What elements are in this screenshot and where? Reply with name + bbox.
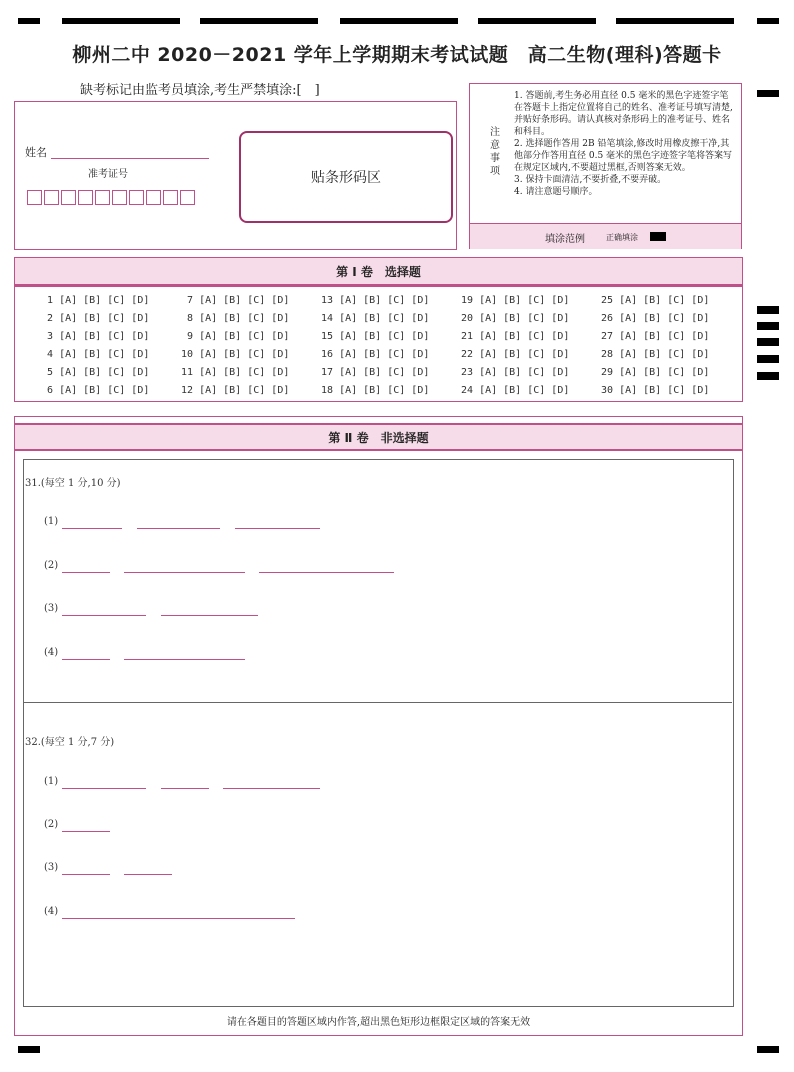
mcq-options[interactable]: [A] [B] [C] [D] xyxy=(619,385,710,396)
mcq-number: 20 xyxy=(461,313,480,324)
mcq-number: 29 xyxy=(601,367,620,378)
q31-part-3: (3) xyxy=(44,603,59,614)
timing-mark-bottom-left xyxy=(18,1046,40,1053)
mcq-item-10[interactable] xyxy=(181,349,289,360)
mcq-item-16[interactable] xyxy=(321,349,429,360)
mcq-options[interactable]: [A] [B] [C] [D] xyxy=(59,385,150,396)
mcq-item-14[interactable] xyxy=(321,313,429,324)
mcq-item-2[interactable] xyxy=(41,313,149,324)
mcq-options[interactable]: [A] [B] [C] [D] xyxy=(619,349,710,360)
notice-item: 1. 答题前,考生务必用直径 0.5 毫米的黑色字迹签字笔在答题卡上指定位置将自己的姓名、准考证号填写清楚,并贴好条形码。请认真核对条形码上的准考证号、姓名和科目。 xyxy=(514,91,733,137)
mcq-number: 25 xyxy=(601,295,620,306)
mcq-options[interactable]: [A] [B] [C] [D] xyxy=(339,331,430,342)
answer-line[interactable] xyxy=(161,615,258,616)
mcq-number: 1 xyxy=(41,295,60,306)
mcq-number: 28 xyxy=(601,349,620,360)
answer-line[interactable] xyxy=(62,659,110,660)
q32-part-1: (1) xyxy=(44,776,59,787)
answer-box xyxy=(23,459,734,1007)
answer-line[interactable] xyxy=(62,874,110,875)
mcq-options[interactable]: [A] [B] [C] [D] xyxy=(619,331,710,342)
mcq-number: 9 xyxy=(181,331,200,342)
mcq-options[interactable]: [A] [B] [C] [D] xyxy=(339,385,430,396)
section2-header xyxy=(15,423,742,451)
mcq-options[interactable]: [A] [B] [C] [D] xyxy=(59,313,150,324)
mcq-item-7[interactable] xyxy=(181,295,289,306)
mcq-item-23[interactable] xyxy=(461,367,569,378)
q31-header: 31.(每空 1 分,10 分) xyxy=(25,478,121,489)
mcq-number: 30 xyxy=(601,385,620,396)
mcq-item-19[interactable] xyxy=(461,295,569,306)
mcq-options[interactable]: [A] [B] [C] [D] xyxy=(619,295,710,306)
q31-part-2: (2) xyxy=(44,560,59,571)
q32-part-4: (4) xyxy=(44,906,59,917)
mcq-item-4[interactable] xyxy=(41,349,149,360)
notice-item: 4. 请注意题号顺序。 xyxy=(514,187,598,197)
mcq-options[interactable]: [A] [B] [C] [D] xyxy=(479,331,570,342)
mcq-number: 14 xyxy=(321,313,340,324)
mcq-item-26[interactable] xyxy=(601,313,709,324)
mcq-item-20[interactable] xyxy=(461,313,569,324)
mcq-options[interactable]: [A] [B] [C] [D] xyxy=(199,367,290,378)
mcq-options[interactable]: [A] [B] [C] [D] xyxy=(59,367,150,378)
footer-note: 请在各题目的答题区域内作答,超出黑色矩形边框限定区域的答案无效 xyxy=(226,1017,531,1028)
section2-frame xyxy=(14,416,743,1036)
section1-header xyxy=(14,257,743,287)
answer-line[interactable] xyxy=(137,528,220,529)
mcq-options[interactable]: [A] [B] [C] [D] xyxy=(199,331,290,342)
answer-line[interactable] xyxy=(124,572,245,573)
mcq-options[interactable]: [A] [B] [C] [D] xyxy=(59,349,150,360)
mcq-item-12[interactable] xyxy=(181,385,289,396)
mcq-number: 12 xyxy=(181,385,200,396)
mcq-number: 19 xyxy=(461,295,480,306)
mcq-item-13[interactable] xyxy=(321,295,429,306)
mcq-options[interactable]: [A] [B] [C] [D] xyxy=(619,313,710,324)
mcq-options[interactable]: [A] [B] [C] [D] xyxy=(479,349,570,360)
answer-line[interactable] xyxy=(62,528,122,529)
mcq-options[interactable]: [A] [B] [C] [D] xyxy=(199,349,290,360)
absent-mark-note: 缺考标记由监考员填涂,考生严禁填涂:[ ] xyxy=(80,83,320,98)
mcq-item-21[interactable] xyxy=(461,331,569,342)
notice-list xyxy=(514,90,736,198)
mcq-number: 18 xyxy=(321,385,340,396)
mcq-item-17[interactable] xyxy=(321,367,429,378)
mcq-item-3[interactable] xyxy=(41,331,149,342)
timing-mark-bottom-right xyxy=(757,1046,779,1053)
mcq-options[interactable]: [A] [B] [C] [D] xyxy=(339,367,430,378)
mcq-number: 15 xyxy=(321,331,340,342)
fill-example-label: 填涂范例 xyxy=(545,234,585,245)
mcq-number: 4 xyxy=(41,349,60,360)
fill-example-bar xyxy=(470,223,741,249)
mcq-number: 22 xyxy=(461,349,480,360)
mcq-item-1[interactable] xyxy=(41,295,149,306)
mcq-options[interactable]: [A] [B] [C] [D] xyxy=(199,313,290,324)
mcq-options[interactable]: [A] [B] [C] [D] xyxy=(619,367,710,378)
mcq-options[interactable]: [A] [B] [C] [D] xyxy=(339,349,430,360)
mcq-number: 21 xyxy=(461,331,480,342)
answer-line[interactable] xyxy=(124,874,172,875)
mcq-area xyxy=(14,285,743,402)
notice-side-label: 注意事项 xyxy=(490,127,500,177)
answer-line[interactable] xyxy=(62,831,110,832)
mcq-item-5[interactable] xyxy=(41,367,149,378)
mcq-number: 24 xyxy=(461,385,480,396)
mcq-number: 8 xyxy=(181,313,200,324)
mcq-number: 11 xyxy=(181,367,200,378)
mcq-item-9[interactable] xyxy=(181,331,289,342)
answer-line[interactable] xyxy=(235,528,320,529)
mcq-item-22[interactable] xyxy=(461,349,569,360)
mcq-number: 23 xyxy=(461,367,480,378)
answer-line[interactable] xyxy=(62,615,146,616)
notice-item: 2. 选择题作答用 2B 铅笔填涂,修改时用橡皮擦干净,其他部分作答用直径 0.5 毫米的黑色字迹签字笔将答案写在规定区域内,不要超过黑框,否则答案无效。 xyxy=(514,139,733,173)
mcq-item-15[interactable] xyxy=(321,331,429,342)
mcq-options[interactable]: [A] [B] [C] [D] xyxy=(59,331,150,342)
mcq-number: 17 xyxy=(321,367,340,378)
section2-title: 第 Ⅱ 卷 非选择题 xyxy=(328,430,429,445)
barcode-label: 贴条形码区 xyxy=(311,170,381,186)
mcq-number: 13 xyxy=(321,295,340,306)
mcq-number: 5 xyxy=(41,367,60,378)
mcq-number: 27 xyxy=(601,331,620,342)
mcq-item-6[interactable] xyxy=(41,385,149,396)
mcq-options[interactable]: [A] [B] [C] [D] xyxy=(479,313,570,324)
mcq-options[interactable]: [A] [B] [C] [D] xyxy=(479,295,570,306)
mcq-options[interactable]: [A] [B] [C] [D] xyxy=(479,385,570,396)
section1-title: 第 Ⅰ 卷 选择题 xyxy=(336,264,421,279)
mcq-item-29[interactable] xyxy=(601,367,709,378)
name-label: 姓名 xyxy=(25,146,47,159)
mcq-number: 3 xyxy=(41,331,60,342)
answer-line[interactable] xyxy=(62,572,110,573)
mcq-item-30[interactable] xyxy=(601,385,709,396)
mcq-item-25[interactable] xyxy=(601,295,709,306)
exam-id-label: 准考证号 xyxy=(88,169,128,180)
q31-part-1: (1) xyxy=(44,516,59,527)
answer-line[interactable] xyxy=(161,788,209,789)
answer-line[interactable] xyxy=(259,572,394,573)
notice-box xyxy=(469,83,742,249)
name-field[interactable] xyxy=(51,158,209,159)
mcq-options[interactable]: [A] [B] [C] [D] xyxy=(59,295,150,306)
mcq-options[interactable]: [A] [B] [C] [D] xyxy=(199,385,290,396)
mcq-number: 7 xyxy=(181,295,200,306)
mcq-number: 16 xyxy=(321,349,340,360)
q32-part-3: (3) xyxy=(44,862,59,873)
answer-line[interactable] xyxy=(223,788,320,789)
mcq-options[interactable]: [A] [B] [C] [D] xyxy=(479,367,570,378)
q31-part-4: (4) xyxy=(44,647,59,658)
notice-item: 3. 保持卡面清洁,不要折叠,不要弄破。 xyxy=(514,175,667,185)
answer-line[interactable] xyxy=(124,659,245,660)
mcq-number: 2 xyxy=(41,313,60,324)
mcq-options[interactable]: [A] [B] [C] [D] xyxy=(339,295,430,306)
mcq-item-11[interactable] xyxy=(181,367,289,378)
q32-part-2: (2) xyxy=(44,819,59,830)
mcq-item-8[interactable] xyxy=(181,313,289,324)
answer-line[interactable] xyxy=(62,788,146,789)
mcq-number: 6 xyxy=(41,385,60,396)
mcq-item-27[interactable] xyxy=(601,331,709,342)
q32-header: 32.(每空 1 分,7 分) xyxy=(25,737,115,748)
mcq-item-28[interactable] xyxy=(601,349,709,360)
fill-correct-label: 正确填涂 xyxy=(606,233,638,242)
filled-box-icon xyxy=(650,232,666,241)
mcq-item-24[interactable] xyxy=(461,385,569,396)
student-info-box xyxy=(14,101,457,250)
page-title: 柳州二中 2020－2021 学年上学期期末考试试题 高二生物(理科)答题卡 xyxy=(72,44,722,66)
mcq-number: 26 xyxy=(601,313,620,324)
answer-line[interactable] xyxy=(62,918,295,919)
barcode-area xyxy=(239,131,453,223)
mcq-number: 10 xyxy=(181,349,200,360)
mcq-options[interactable]: [A] [B] [C] [D] xyxy=(199,295,290,306)
exam-id-boxes[interactable] xyxy=(27,190,197,209)
answer-divider xyxy=(23,702,732,703)
mcq-options[interactable]: [A] [B] [C] [D] xyxy=(339,313,430,324)
mcq-item-18[interactable] xyxy=(321,385,429,396)
